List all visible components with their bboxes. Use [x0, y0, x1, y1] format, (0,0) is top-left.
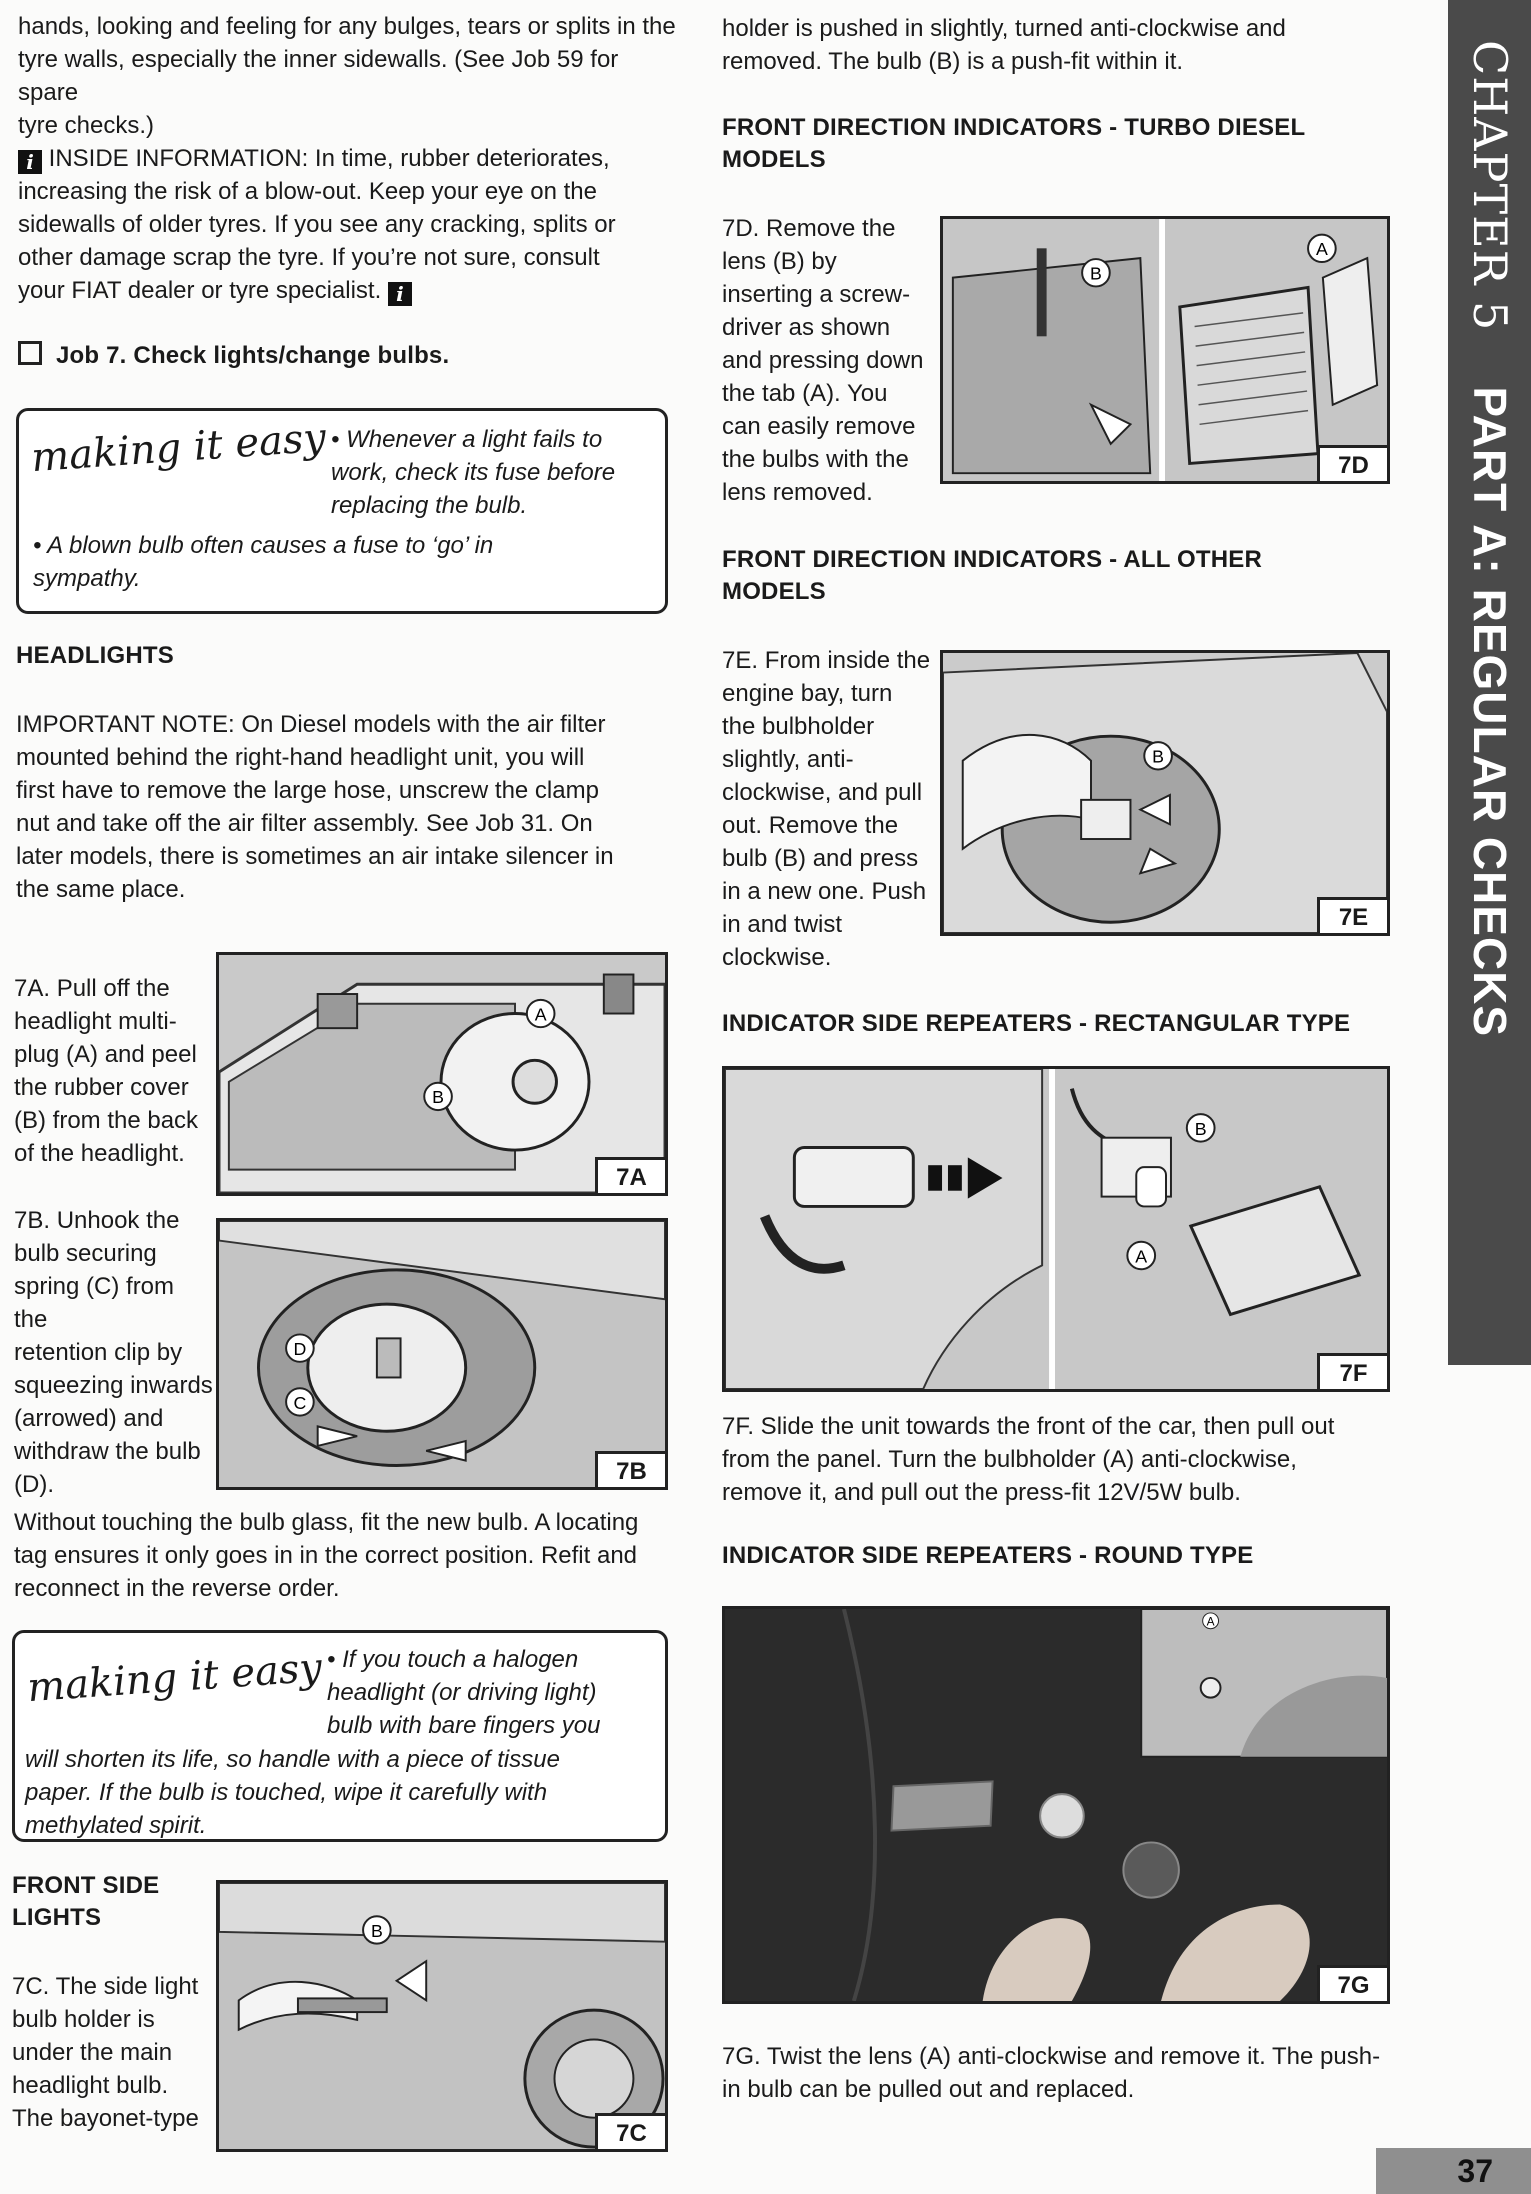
callout-a: A — [1206, 1614, 1215, 1629]
fdi-other-heading: FRONT DIRECTION INDICATORS - ALL OTHER MODELS — [722, 546, 1263, 605]
after-7b-paragraph: Without touching the bulb glass, fit the new bulb. A locating tag ensures it only goes in in the correct position. Refit and reconnect in the reverse order. — [14, 1509, 639, 1602]
figure-7f — [722, 1066, 1390, 1392]
figure-label: 7C — [595, 2113, 665, 2149]
info-icon: i — [388, 282, 412, 306]
step-7e-text: 7E. From inside the engine bay, turn the bulbholder slightly, anti- clockwise, and pull out. Remove the bulb (B) and press in a new one. Push in and twist clockwise. — [722, 647, 931, 971]
step-7f-text: 7F. Slide the unit towards the front of the car, then pull out from the panel. Turn the bulbholder (A) anti-clockwise, remove it, and pull out the press-fit 12V/5W bulb. — [722, 1413, 1335, 1506]
page-number: 37 — [1376, 2148, 1531, 2194]
making-it-easy-logo: making it easy — [25, 1644, 324, 1712]
info-icon: i — [18, 150, 42, 174]
figure-label: 7D — [1317, 445, 1387, 481]
callout-b: B — [1152, 746, 1165, 767]
front-side-lights-heading: FRONT SIDE LIGHTS — [12, 1872, 160, 1931]
bulb-spring-illustration — [219, 1221, 665, 1487]
figure-7b — [216, 1218, 668, 1490]
figure-7a — [216, 952, 668, 1196]
figure-label: 7G — [1317, 1965, 1387, 2001]
continued-paragraph: holder is pushed in slightly, turned anti-clockwise and removed. The bulb (B) is a push-fit within it. — [722, 15, 1286, 75]
step-7a-text: 7A. Pull off the headlight multi- plug (A) and peel the rubber cover (B) from the back of the headlight. — [14, 975, 199, 1167]
callout-c: C — [293, 1392, 307, 1413]
inside-information: i INSIDE INFORMATION: In time, rubber deteriorates, increasing the risk of a blow-out. Keep your eye on the sidewalls of older tyres. If you see any cracking, splits or other damage scrap the tyre. If you’re not sure, consult your FIAT dealer or tyre specialist. i — [18, 145, 616, 306]
callout-d: D — [293, 1339, 307, 1359]
checkbox-icon — [18, 341, 42, 365]
callout-a: A — [1135, 1246, 1148, 1267]
figure-7e — [940, 650, 1390, 936]
figure-label: 7B — [595, 1451, 665, 1487]
callout-b: B — [370, 1920, 383, 1941]
chapter-side-tab — [1448, 0, 1531, 1365]
making-it-easy-logo: making it easy — [29, 414, 328, 482]
figure-7d — [940, 216, 1390, 484]
figure-label: 7A — [595, 1157, 665, 1193]
figure-label: 7E — [1317, 897, 1387, 933]
tip-box-fuse: making it easy • Whenever a light fails to work, check its fuse before replacing the bulb. • A blown bulb often causes a fuse to ‘go’ in sympathy. — [16, 408, 668, 614]
job-title: Job 7. Check lights/change bulbs. — [18, 340, 449, 372]
step-7c-text: 7C. The side light bulb holder is under the main headlight bulb. The bayonet-type — [12, 1973, 199, 2132]
callout-a: A — [534, 1004, 547, 1025]
chapter-label: CHAPTER 5 — [1462, 40, 1517, 332]
rectangular-repeater-illustration — [725, 1069, 1387, 1389]
figure-7c — [216, 1880, 668, 2152]
tip-box-halogen: making it easy • If you touch a halogen headlight (or driving light) bulb with bare fingers you will shorten its life, so handle with a piece of tissue paper. If the bulb is touched, wipe it carefully with methylated spirit. — [12, 1630, 668, 1842]
intro-paragraph: hands, looking and feeling for any bulges, tears or splits in the tyre walls, especially the inner sidewalls. (See Job 59 for spare tyre checks.) — [18, 13, 676, 139]
indicator-lens-illustration — [943, 219, 1387, 481]
headlights-heading: HEADLIGHTS — [16, 642, 174, 669]
side-light-illustration — [219, 1883, 665, 2149]
figure-7g — [722, 1606, 1390, 2004]
rectangular-repeaters-heading: INDICATOR SIDE REPEATERS - RECTANGULAR TYPE — [722, 1010, 1351, 1037]
important-note: IMPORTANT NOTE: On Diesel models with the air filter mounted behind the right-hand headlight unit, you will first have to remove the large hose, unscrew the clamp nut and take off the air filter assembly. See Job 31. On later models, there is sometimes an air intake silencer in the same place. — [16, 711, 614, 903]
callout-a: A — [1315, 239, 1328, 260]
callout-b: B — [1090, 263, 1102, 284]
step-7d-text: 7D. Remove the lens (B) by inserting a screw- driver as shown and pressing down the tab (A). You can easily remove the bulbs with the lens removed. — [722, 215, 924, 506]
round-repeaters-heading: INDICATOR SIDE REPEATERS - ROUND TYPE — [722, 1542, 1254, 1569]
round-repeater-photo — [725, 1609, 1387, 2001]
figure-label: 7F — [1317, 1353, 1387, 1389]
fdi-turbo-heading: FRONT DIRECTION INDICATORS - TURBO DIESEL MODELS — [722, 114, 1306, 173]
step-7b-text: 7B. Unhook the bulb securing spring (C) from the retention clip by squeezing inwards (arrowed) and withdraw the bulb (D). — [14, 1207, 213, 1498]
part-label: PART A: REGULAR CHECKS — [1463, 386, 1516, 1038]
engine-bay-bulbholder-illustration — [943, 653, 1387, 933]
step-7g-text: 7G. Twist the lens (A) anti-clockwise and remove it. The push- in bulb can be pulled out and replaced. — [722, 2043, 1381, 2103]
callout-b: B — [432, 1087, 444, 1108]
callout-b: B — [1194, 1118, 1207, 1139]
